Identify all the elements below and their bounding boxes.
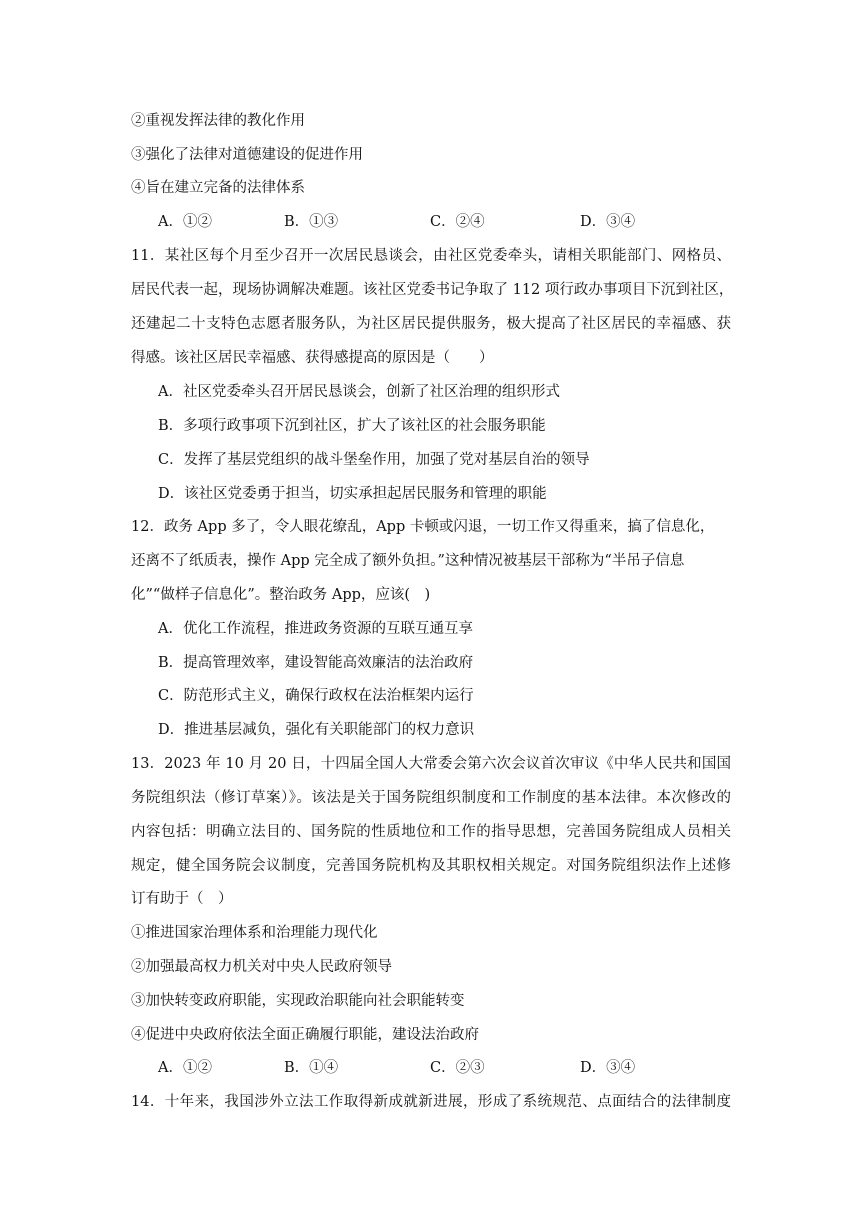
- q13-option-3: ③加快转变政府职能，实现政治职能向社会职能转变: [131, 993, 465, 1009]
- q13-choice-b: B．①④: [284, 1060, 339, 1076]
- q13-stem-line-1: 13．2023 年 10 月 20 日，十四届全国人大常委会第六次会议首次审议《中华人民共和国国: [131, 756, 731, 772]
- q13-choice-d: D．③④: [580, 1060, 636, 1076]
- q13-stem-line-4: 规定，健全国务院会议制度，完善国务院机构及其职权相关规定。对国务院组织法作上述修: [131, 858, 731, 874]
- q12-stem-line-2: 还离不了纸质表，操作 App 完全成了额外负担。”这种情况被基层干部称为“半吊子信息: [131, 553, 685, 569]
- q10-choice-a: A．①②: [158, 214, 212, 230]
- q13-stem-line-3: 内容包括：明确立法目的、国务院的性质地位和工作的指导思想，完善国务院组成人员相关: [131, 824, 731, 840]
- q10-option-4: ④旨在建立完备的法律体系: [131, 180, 305, 196]
- q12-stem-line-3: 化”“做样子信息化”。整治政务 App，应该( ): [131, 587, 431, 603]
- q12-option-c: C．防范形式主义，确保行政权在法治框架内运行: [158, 688, 474, 704]
- q13-choice-a: A．①②: [158, 1060, 212, 1076]
- q11-option-b: B．多项行政事项下沉到社区，扩大了该社区的社会服务职能: [158, 418, 546, 434]
- q13-option-1: ①推进国家治理体系和治理能力现代化: [131, 925, 378, 941]
- q11-option-c: C．发挥了基层党组织的战斗堡垒作用，加强了党对基层自治的领导: [158, 452, 590, 468]
- q13-stem-line-2: 务院组织法（修订草案）》。该法是关于国务院组织制度和工作制度的基本法律。本次修改的: [131, 790, 731, 806]
- q11-stem-line-4: 得感。该社区居民幸福感、获得感提高的原因是（ ）: [131, 350, 494, 366]
- q12-stem-line-1: 12．政务 App 多了，令人眼花缭乱，App 卡顿或闪退，一切工作又得重来，搞了信息化，: [131, 519, 715, 535]
- q11-option-a: A．社区党委牵头召开居民恳谈会，创新了社区治理的组织形式: [158, 384, 560, 400]
- q10-choice-c: C．②④: [430, 214, 485, 230]
- q11-stem-line-2: 居民代表一起，现场协调解决难题。该社区党委书记争取了 112 项行政办事项目下沉到社区，: [131, 282, 734, 298]
- q13-option-2: ②加强最高权力机关对中央人民政府领导: [131, 959, 392, 975]
- q10-choices: [158, 212, 718, 232]
- q10-option-2: ②重视发挥法律的教化作用: [131, 113, 305, 129]
- q10-choice-b: B．①③: [284, 214, 339, 230]
- q13-choice-c: C．②③: [430, 1060, 485, 1076]
- q11-stem-line-3: 还建起二十支特色志愿者服务队，为社区居民提供服务，极大提高了社区居民的幸福感、获: [131, 316, 731, 332]
- q11-option-d: D．该社区党委勇于担当，切实承担起居民服务和管理的职能: [158, 486, 547, 502]
- q13-option-4: ④促进中央政府依法全面正确履行职能，建设法治政府: [131, 1027, 479, 1043]
- q11-stem-line-1: 11．某社区每个月至少召开一次居民恳谈会，由社区党委牵头，请相关职能部门、网格员、: [131, 248, 731, 264]
- q13-choices: [158, 1058, 718, 1078]
- q12-option-d: D．推进基层减负，强化有关职能部门的权力意识: [158, 722, 475, 738]
- q10-option-3: ③强化了法律对道德建设的促进作用: [131, 147, 363, 163]
- q13-stem-line-5: 订有助于（ ）: [131, 891, 233, 907]
- q12-option-a: A．优化工作流程，推进政务资源的互联互通互享: [158, 621, 473, 637]
- q10-choice-d: D．③④: [580, 214, 636, 230]
- q12-option-b: B．提高管理效率，建设智能高效廉洁的法治政府: [158, 655, 474, 671]
- q14-stem-line-1: 14．十年来，我国涉外立法工作取得新成就新进展，形成了系统规范、点面结合的法律制度: [131, 1094, 731, 1110]
